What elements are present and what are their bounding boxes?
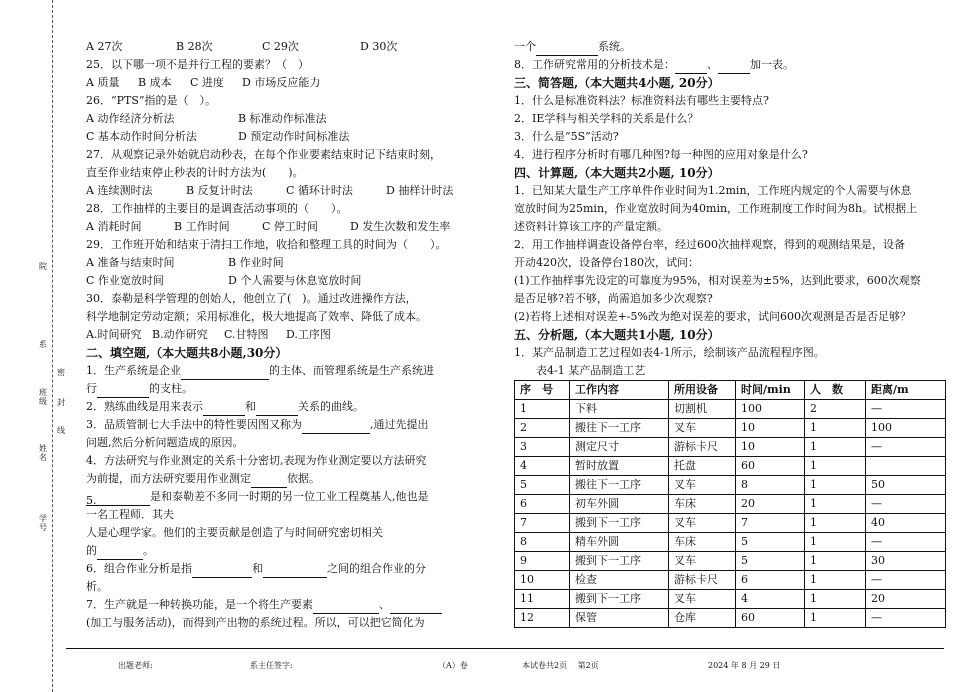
- table-row: [515, 457, 946, 476]
- table-cell: 游标卡尺: [669, 571, 736, 590]
- table-cell: 3: [515, 438, 570, 457]
- table-cell: 7: [736, 514, 805, 533]
- fill-3-line1: 3．品质管制七大手法中的特性要因图又称为 ,通过先提出: [86, 416, 482, 434]
- table-cell: 5: [736, 552, 805, 571]
- short-answer-4: 4．进行程序分析时有哪几种图?每一种图的应用对象是什么?: [514, 148, 808, 161]
- table-cell: 1: [805, 419, 866, 438]
- left-column: [86, 38, 482, 632]
- question-30-line2: 科学地制定劳动定额；采用标准化，极大地提高了效率、降低了成本。: [86, 310, 427, 323]
- table-cell: 20: [736, 495, 805, 514]
- table-cell: 车床: [669, 495, 736, 514]
- table-caption: 表4-1 某产品制造工艺: [536, 364, 646, 377]
- short-answer-1: 1．什么是标准资料法？标准资料法有哪些主要特点?: [514, 94, 769, 107]
- table-cell: 5: [515, 476, 570, 495]
- fill-5-line4: 的 。: [86, 542, 482, 560]
- table-row: [515, 400, 946, 419]
- table-cell: —: [866, 495, 946, 514]
- table-row: [515, 514, 946, 533]
- table-cell: 4: [736, 590, 805, 609]
- table-cell: 2: [805, 400, 866, 419]
- blank: [718, 60, 750, 74]
- table-cell: 1: [805, 438, 866, 457]
- table-cell: 1: [805, 590, 866, 609]
- q29-options-ab: A 准备与结束时间 B 作业时间: [86, 256, 284, 269]
- table-cell: 搬往下一工序: [570, 419, 669, 438]
- blank: [675, 60, 707, 74]
- table-cell: 保管: [570, 609, 669, 628]
- fill-6-line2: 析。: [86, 580, 108, 593]
- question-25: 25．以下哪一项不是并行工程的要素？（ ）: [86, 58, 309, 71]
- process-table: [514, 380, 946, 628]
- table-row: [515, 533, 946, 552]
- binding-line: [52, 0, 53, 692]
- table-cell: —: [866, 571, 946, 590]
- table-cell: 游标卡尺: [669, 438, 736, 457]
- footer-pages: 本试卷共2页 第2页: [522, 661, 599, 670]
- blank: [536, 42, 598, 56]
- footer-divider: [66, 648, 944, 649]
- table-cell: 30: [866, 552, 946, 571]
- table-cell: 6: [736, 571, 805, 590]
- fill-5-line1: 5. 是和泰勒差不多同一时期的另一位工业工程奠基人,他也是: [86, 490, 429, 506]
- fill-8: 8．工作研究常用的分析技术是： 、 加一表。: [514, 56, 946, 74]
- blank: [302, 420, 370, 434]
- fill-2: 2．熟练曲线是用来表示 和 关系的曲线。: [86, 398, 482, 416]
- col-header: 人 数: [805, 381, 866, 400]
- table-body: [515, 400, 946, 628]
- table-cell: 检查: [570, 571, 669, 590]
- q26-options-cd: C 基本动作时间分析法 D 预定动作时间标准法: [86, 130, 350, 143]
- table-cell: 60: [736, 457, 805, 476]
- table-cell: 1: [805, 514, 866, 533]
- calc-1-line2: 宽放时间为25min，作业宽放时间为40min，工作班制度工作时间为8h。试根据上: [514, 202, 918, 215]
- margin-class: 班级: [39, 388, 47, 406]
- table-row: [515, 552, 946, 571]
- table-row: [515, 609, 946, 628]
- fill-7-line1: 7．生产就是一种转换功能，是一个将生产要素 、: [86, 596, 482, 614]
- table-cell: 100: [866, 419, 946, 438]
- fill-1-line2: 行 的支柱。: [86, 380, 482, 398]
- table-cell: [866, 457, 946, 476]
- margin-dept: 系: [39, 340, 47, 349]
- blank: [313, 600, 379, 614]
- question-26: 26．“PTS”指的是（ ）。: [86, 94, 217, 107]
- q25-options: A 质量 B 成本 C 进度 D 市场反应能力: [86, 76, 321, 89]
- table-cell: 1: [805, 457, 866, 476]
- calc-1-line1: 1．已知某大量生产工序单件作业时间为1.2min，工作班内规定的个人需要与休息: [514, 184, 912, 197]
- col-header: 时间/min: [736, 381, 805, 400]
- table-cell: 4: [515, 457, 570, 476]
- table-cell: —: [866, 438, 946, 457]
- table-cell: 50: [866, 476, 946, 495]
- calc-2-line3: (1)工作抽样事先设定的可靠度为95%，相对误差为±5%，达到此要求，600次观察: [514, 274, 921, 287]
- question-28: 28．工作抽样的主要目的是调查活动事项的（ ）。: [86, 202, 348, 215]
- table-cell: 搬往下一工序: [570, 476, 669, 495]
- table-cell: —: [866, 533, 946, 552]
- table-cell: 下料: [570, 400, 669, 419]
- blank: [251, 474, 287, 488]
- table-cell: 初车外圆: [570, 495, 669, 514]
- table-cell: 9: [515, 552, 570, 571]
- q27-options: A 连续测时法 B 反复计时法 C 循环计时法 D 抽样计时法: [86, 184, 454, 197]
- table-cell: 6: [515, 495, 570, 514]
- fill-1-line1: 1．生产系统是企业 的主体、而管理系统是生产系统进: [86, 362, 482, 380]
- calc-2-line1: 2．用工作抽样调查设备停台率，经过600次抽样观察，得到的观测结果是，设备: [514, 238, 905, 251]
- table-cell: 1: [805, 533, 866, 552]
- blank: [97, 546, 143, 560]
- col-header: 距离/m: [866, 381, 946, 400]
- section-2-heading: 二、填空题,（本大题共8小题,30分）: [86, 346, 288, 360]
- blank: [192, 564, 252, 578]
- table-cell: 60: [736, 609, 805, 628]
- table-cell: 100: [736, 400, 805, 419]
- table-cell: 10: [736, 438, 805, 457]
- question-27-line2: 直至作业结束停止秒表的计时方法为( )。: [86, 166, 304, 179]
- footer-teacher: 出题老师:: [118, 661, 153, 670]
- blank: [181, 366, 269, 380]
- question-27-line1: 27．从观察记录外始就启动秒表，在每个作业要素结束时记下结束时刻，: [86, 148, 441, 161]
- table-cell: 叉车: [669, 476, 736, 495]
- table-row: [515, 476, 946, 495]
- table-cell: 托盘: [669, 457, 736, 476]
- table-cell: 1: [805, 609, 866, 628]
- section-3-heading: 三、简答题,（本大题共4小题, 20分）: [514, 76, 720, 90]
- calc-2-line2: 开动420次，设备停台180次，试问：: [514, 256, 699, 269]
- margin-mi: 密: [57, 368, 65, 377]
- margin-college: 院: [39, 262, 47, 271]
- short-answer-2: 2．IE学科与相关学科的关系是什么？: [514, 112, 699, 125]
- fill-7-line3: 一个 系统。: [514, 38, 946, 56]
- table-cell: 叉车: [669, 552, 736, 571]
- q28-options: A 消耗时间 B 工作时间 C 停工时间 D 发生次数和发生率: [86, 220, 451, 233]
- table-cell: 搬到下一工序: [570, 552, 669, 571]
- table-cell: 仓库: [669, 609, 736, 628]
- fill-4-line2: 为前提，而方法研究要用作业测定 依据。: [86, 470, 482, 488]
- margin-student-id: 学号: [39, 514, 47, 532]
- table-cell: 2: [515, 419, 570, 438]
- q29-options-cd: C 作业宽放时间 D 个人需要与休息宽放时间: [86, 274, 362, 287]
- margin-feng: 封: [57, 398, 65, 407]
- analysis-1: 1．某产品制造工艺过程如表4-1所示，绘制该产品流程程序图。: [514, 346, 825, 359]
- footer-paper: （A）卷: [438, 661, 468, 670]
- table-cell: 40: [866, 514, 946, 533]
- col-header: 工作内容: [570, 381, 669, 400]
- table-cell: 搬到下一工序: [570, 514, 669, 533]
- table-cell: 1: [805, 552, 866, 571]
- fill-3-line2: 问题,然后分析问题造成的原因。: [86, 436, 244, 449]
- table-cell: 10: [736, 419, 805, 438]
- short-answer-3: 3．什么是“5S”活动?: [514, 130, 619, 143]
- question-30-line1: 30．泰勒是科学管理的创始人，他创立了( )。通过改进操作方法，: [86, 292, 417, 305]
- table-row: [515, 438, 946, 457]
- calc-2-line4: 是否足够?若不够，尚需追加多少次观察?: [514, 292, 713, 305]
- table-cell: 12: [515, 609, 570, 628]
- table-cell: 车床: [669, 533, 736, 552]
- table-cell: 1: [805, 495, 866, 514]
- table-cell: 叉车: [669, 514, 736, 533]
- table-cell: 10: [515, 571, 570, 590]
- margin-xian: 线: [57, 426, 65, 435]
- table-cell: 搬到下一工序: [570, 590, 669, 609]
- table-cell: 叉车: [669, 419, 736, 438]
- table-row: [515, 495, 946, 514]
- table-cell: —: [866, 400, 946, 419]
- table-row: [515, 590, 946, 609]
- question-29: 29．工作班开始和结束于清扫工作地，收拾和整理工具的时间为（ ）。: [86, 238, 447, 251]
- table-cell: 20: [866, 590, 946, 609]
- table-cell: 8: [736, 476, 805, 495]
- table-cell: 精车外圆: [570, 533, 669, 552]
- table-cell: 暂时放置: [570, 457, 669, 476]
- section-4-heading: 四、计算题,（本大题共2小题, 10分）: [514, 166, 720, 180]
- table-cell: 1: [805, 476, 866, 495]
- table-cell: 切割机: [669, 400, 736, 419]
- footer-director: 系主任签字:: [250, 661, 293, 670]
- table-cell: 5: [736, 533, 805, 552]
- calc-1-line3: 述资料计算该工序的产量定额。: [514, 220, 668, 233]
- q24-options: A 27次 B 28次 C 29次 D 30次: [86, 40, 398, 53]
- blank: [97, 384, 149, 398]
- footer-date: 2024 年 8 月 29 日: [708, 661, 781, 670]
- table-cell: 7: [515, 514, 570, 533]
- fill-5-line2: 一名工程师．其夫: [86, 508, 174, 521]
- table-row: [515, 419, 946, 438]
- table-cell: 1: [805, 571, 866, 590]
- table-cell: 11: [515, 590, 570, 609]
- blank: [256, 402, 298, 416]
- right-column: [514, 38, 946, 628]
- blank: [203, 402, 245, 416]
- table-cell: 测定尺寸: [570, 438, 669, 457]
- calc-2-line5: (2)若将上述相对误差+-5%改为绝对误差的要求，试问600次观测是否是否足够？: [514, 310, 911, 323]
- fill-7-line2: (加工与服务活动)，而得到产出物的系统过程。所以，可以把它简化为: [86, 616, 425, 629]
- section-5-heading: 五、分析题,（本大题共1小题, 10分）: [514, 328, 720, 342]
- table-cell: —: [866, 609, 946, 628]
- margin-name: 姓名: [39, 444, 47, 462]
- blank: [390, 600, 442, 614]
- fill-4-line1: 4．方法研究与作业测定的关系十分密切,表现为作业测定要以方法研究: [86, 454, 427, 467]
- fill-5-line3: 人是心理学家。他们的主要贡献是创造了与时间研究密切相关: [86, 526, 383, 539]
- col-header: 序 号: [515, 381, 570, 400]
- q26-options-ab: A 动作经济分析法 B 标准动作标准法: [86, 112, 327, 125]
- table-cell: 8: [515, 533, 570, 552]
- table-header-row: [515, 381, 946, 400]
- table-cell: 叉车: [669, 590, 736, 609]
- table-cell: 1: [515, 400, 570, 419]
- col-header: 所用设备: [669, 381, 736, 400]
- table-row: [515, 571, 946, 590]
- fill-6-line1: 6．组合作业分析是指 和 之间的组合作业的分: [86, 560, 482, 578]
- q30-options: A.时间研究 B.动作研究 C.甘特图 D.工序图: [86, 328, 331, 341]
- blank: [263, 564, 327, 578]
